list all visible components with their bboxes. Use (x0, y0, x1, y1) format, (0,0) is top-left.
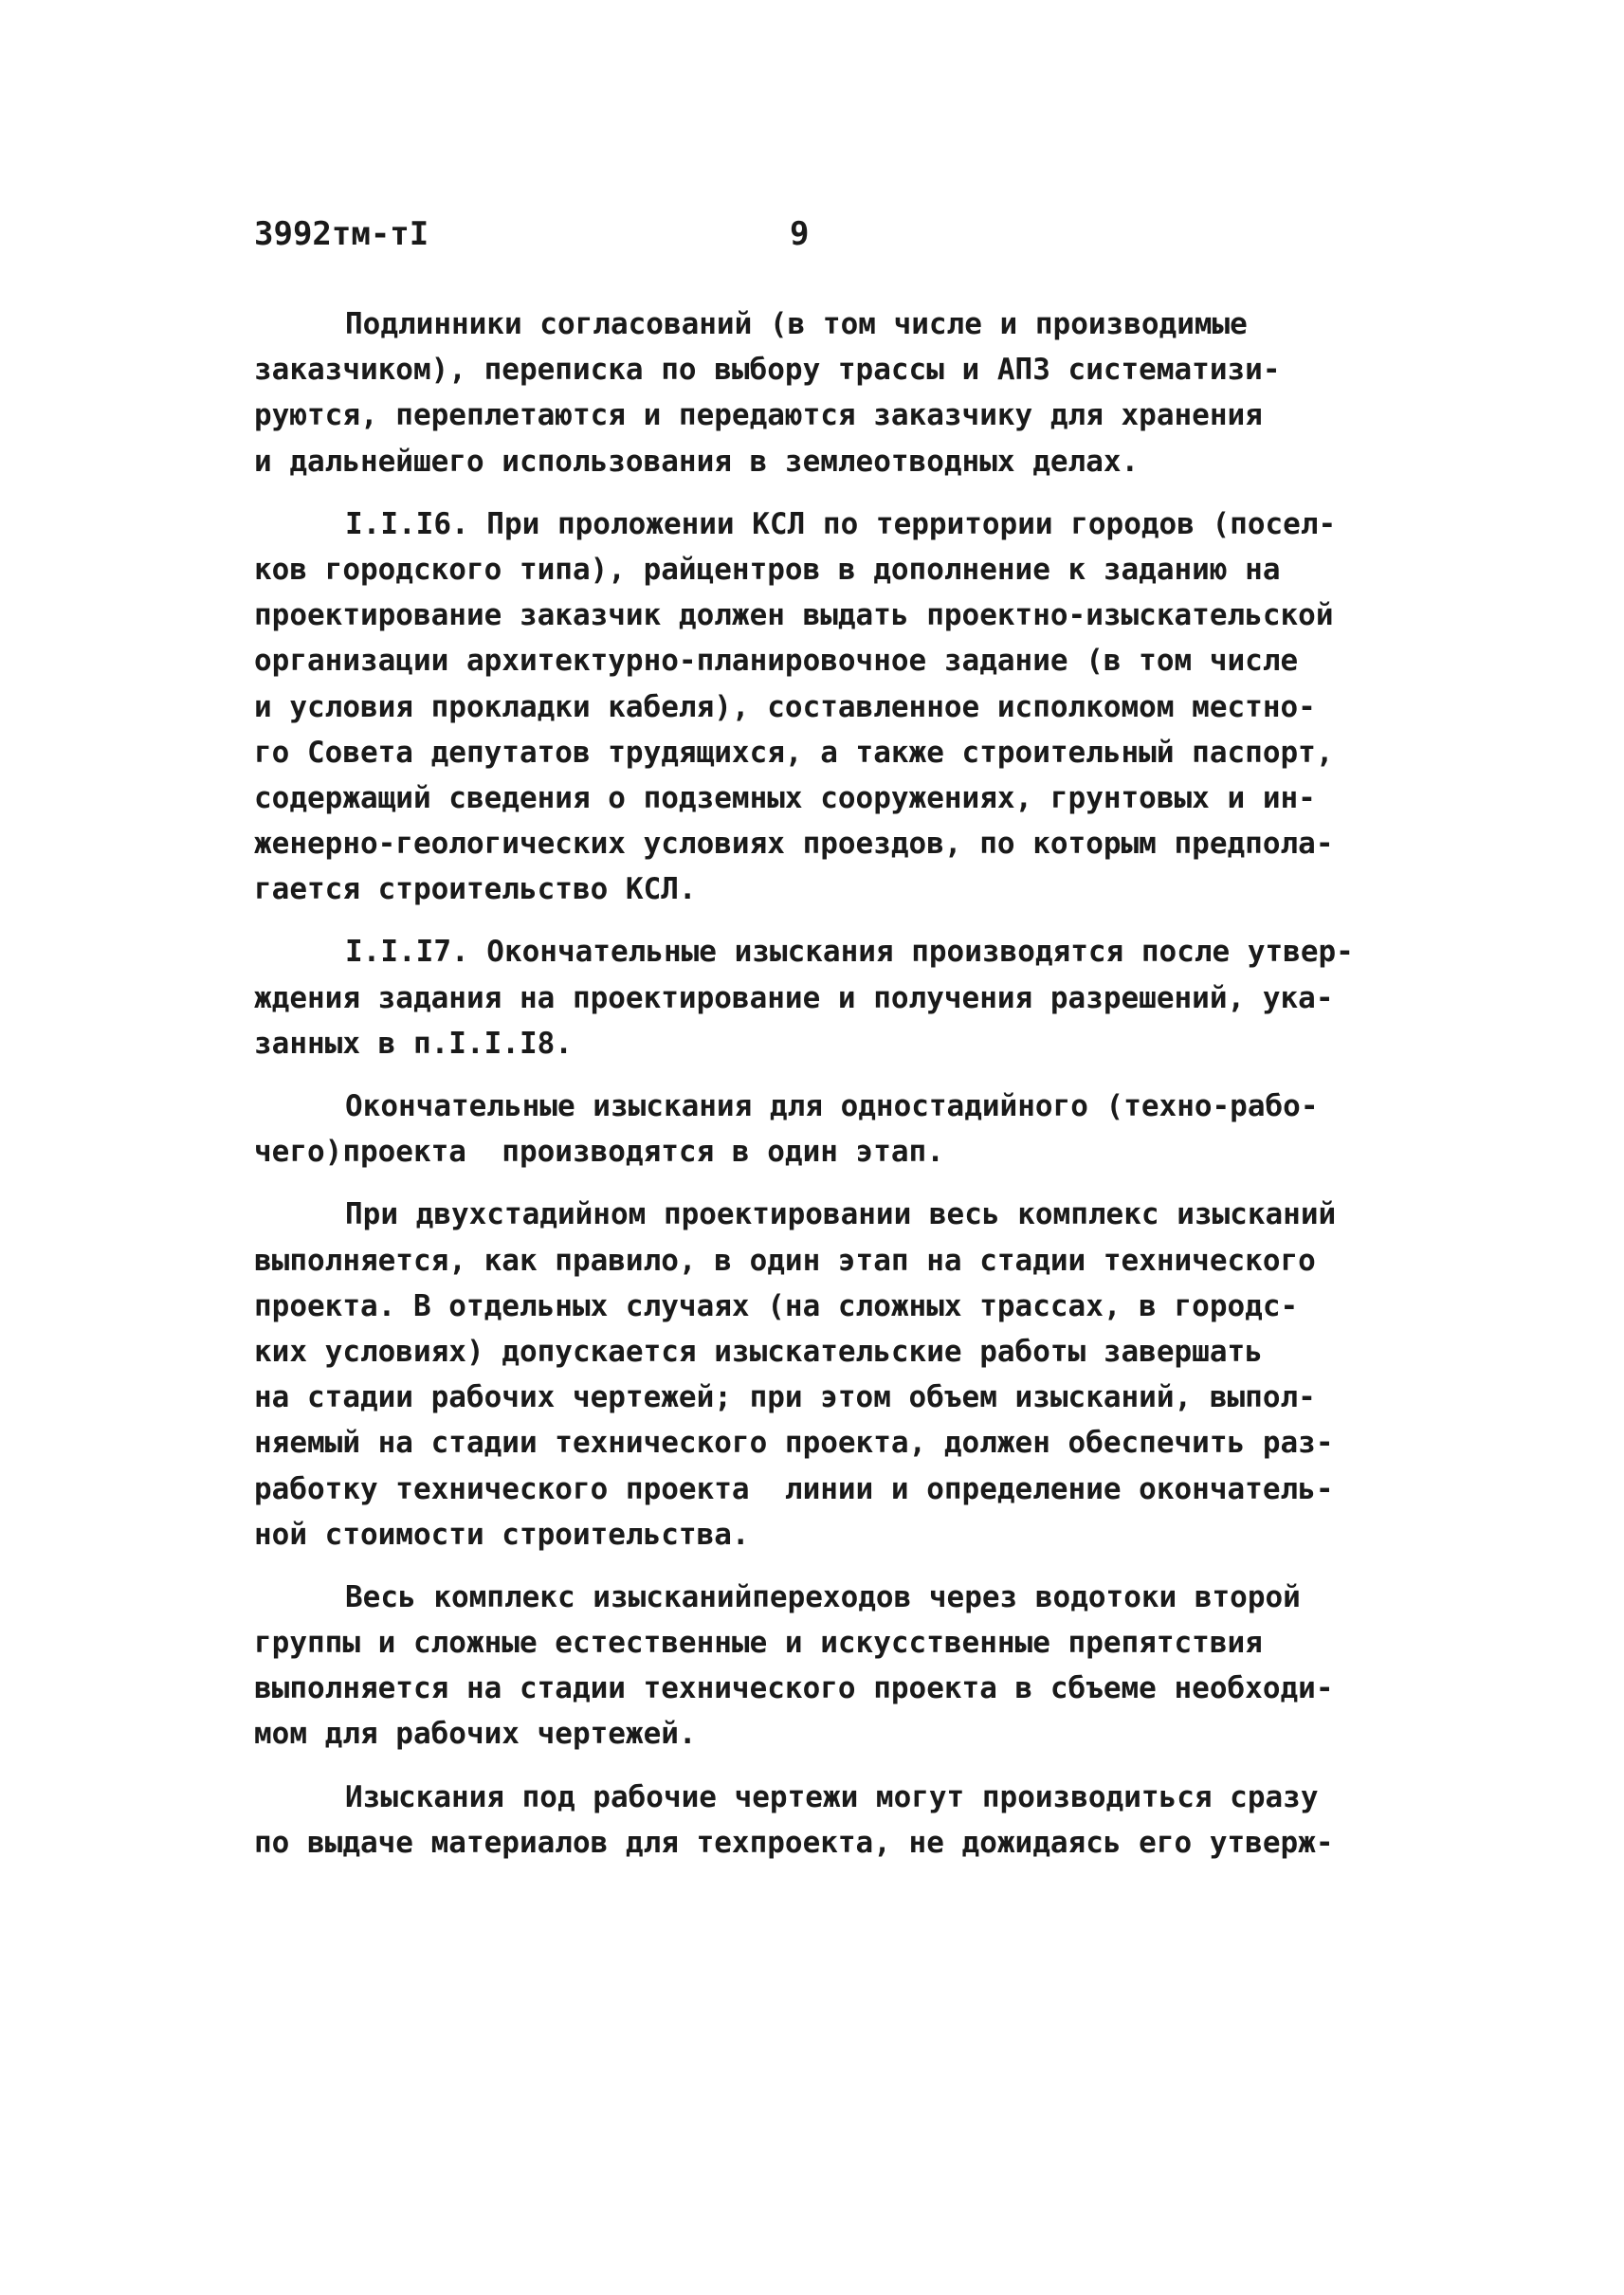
text-line: Окончательные изыскания для одностадийного (техно-рабо- (345, 1089, 1319, 1123)
page-header (254, 210, 1392, 258)
text-line: I.I.I7. Окончательные изыскания производятся после утвер- (345, 935, 1354, 970)
text-line: по выдаче материалов для техпроекта, не дожидаясь его утверж- (254, 1825, 1334, 1860)
text-line: ков городского типа), райцентров в дополнение к заданию на (254, 552, 1281, 587)
text-line: содержащий сведения о подземных сооружениях, грунтовых и ин- (254, 780, 1316, 815)
paragraph-single-stage (254, 1084, 1401, 1175)
text-line: Изыскания под рабочие чертежи могут производиться сразу (345, 1779, 1319, 1814)
text-line: на стадии рабочих чертежей; при этом объем изысканий, выпол- (254, 1380, 1316, 1415)
text-line: мом для рабочих чертежей. (254, 1717, 697, 1752)
text-line: ждения задания на проектирование и получения разрешений, ука- (254, 980, 1334, 1015)
document-code: 3992тм-тI (254, 215, 429, 253)
text-line: выполняется, как правило, в один этап на стадии технического (254, 1243, 1316, 1278)
text-line: организации архитектурно-планировочное задание (в том числе (254, 644, 1299, 679)
text-line: проекта. В отдельных случаях (на сложных трассах, в городс- (254, 1288, 1299, 1323)
paragraph-originals-archive (254, 301, 1401, 484)
paragraph-two-stage (254, 1192, 1401, 1557)
text-line: проектирование заказчик должен выдать проектно-изыскательской (254, 598, 1334, 633)
text-line: го Совета депутатов трудящихся, а также строительный паспорт, (254, 735, 1334, 770)
text-line: чего)проекта производятся в один этап. (254, 1135, 944, 1170)
text-line: ной стоимости строительства. (254, 1517, 750, 1552)
text-line: Весь комплекс изысканийпереходов через водотоки второй (345, 1579, 1301, 1614)
text-line: няемый на стадии технического проекта, должен обеспечить раз- (254, 1426, 1334, 1461)
text-line: и дальнейшего использования в землеотводных делах. (254, 444, 1140, 479)
text-line: При двухстадийном проектировании весь комплекс изысканий (345, 1197, 1337, 1232)
text-line: выполняется на стадии технического проекта в сбъеме необходи- (254, 1671, 1334, 1706)
body-text (254, 301, 1401, 1883)
text-line: руются, переплетаются и передаются заказчику для хранения (254, 398, 1263, 433)
paragraph-1-1-17 (254, 929, 1401, 1066)
paragraph-water-crossings (254, 1575, 1401, 1758)
text-line: Подлинники согласований (в том числе и производимые (345, 307, 1248, 341)
text-line: гается строительство КСЛ. (254, 872, 697, 907)
paragraph-working-drawings (254, 1775, 1401, 1866)
page-number: 9 (790, 215, 810, 253)
text-line: и условия прокладки кабеля), составленное исполкомом местно- (254, 689, 1316, 724)
text-line: работку технического проекта линии и определение окончатель- (254, 1471, 1334, 1506)
text-line: женерно-геологических условиях проездов, по которым предпола- (254, 827, 1334, 862)
text-line: занных в п.I.I.I8. (254, 1026, 573, 1061)
text-line: I.I.I6. При проложении КСЛ по территории городов (посел- (345, 506, 1337, 541)
paragraph-1-1-16 (254, 501, 1401, 913)
text-line: ких условиях) допускается изыскательские работы завершать (254, 1334, 1263, 1369)
text-line: группы и сложные естественные и искусственные препятствия (254, 1626, 1263, 1661)
text-line: заказчиком), переписка по выбору трассы и АПЗ систематизи- (254, 353, 1281, 388)
